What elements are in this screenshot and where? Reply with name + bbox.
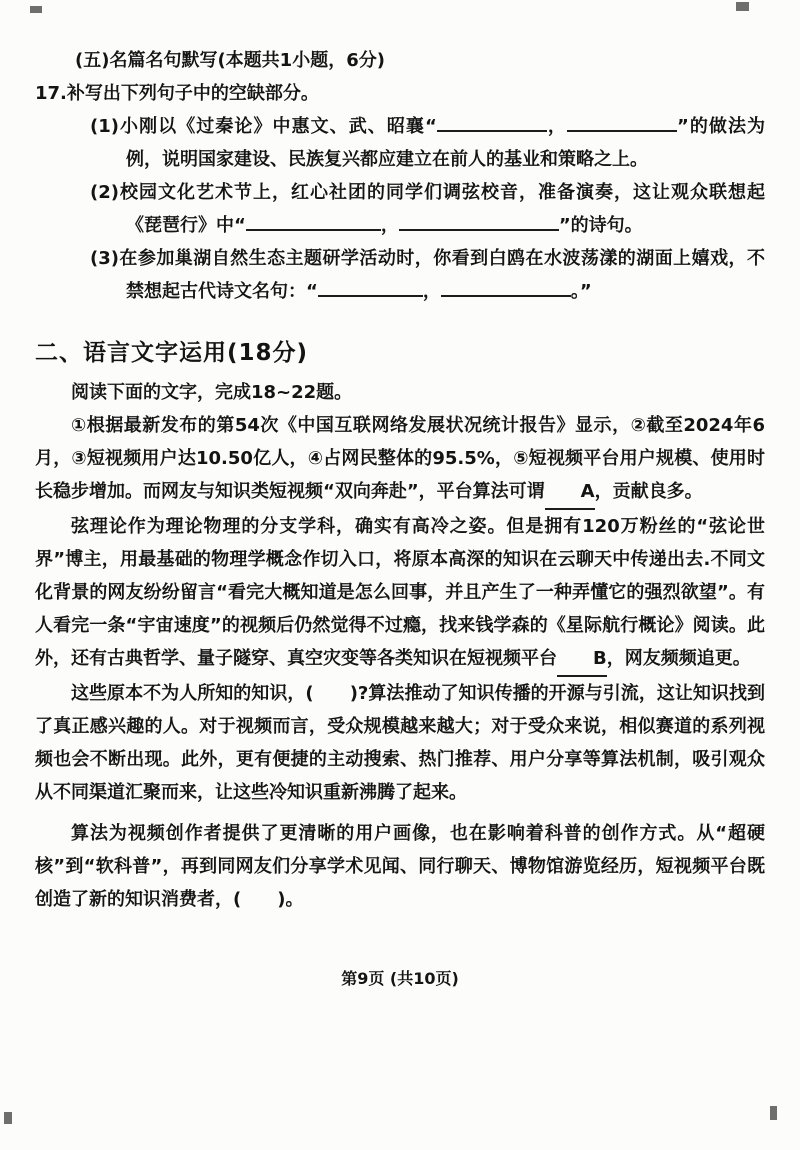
answer-blank — [437, 114, 547, 132]
scan-artifact-top-left — [30, 6, 42, 13]
passage-paragraph-2 — [35, 510, 765, 677]
answer-blank — [399, 213, 559, 231]
passage-paragraph-3: 这些原本不为人所知的知识，( )?算法推动了知识传播的开源与引流，这让知识找到了真正感兴趣的人。对于视频而言，受众规模越来越大；对于受众来说，相似赛道的系列视频也会不断出现。此外，更有便捷的主动搜索、热门推荐、用户分享等算法机制，吸引观众从不同渠道汇聚而来，让这些冷知识重新沸腾了起来。 — [35, 683, 765, 803]
passage-paragraph-1 — [35, 409, 765, 510]
item-3-separator: ， — [422, 281, 441, 302]
paragraph-1-text-pre: ①根据最新发布的第54次《中国互联网络发展状况统计报告》显示，②截至2024年6月，③短视频用户达10.50亿人，④占网民整体的95.5%，⑤短视频平台用户规模、使用时长稳步增加。而网友与知识类短视频“双向奔赴”，平台算法可谓 — [35, 415, 765, 502]
answer-blank — [567, 114, 677, 132]
scan-artifact-bottom-left — [4, 1112, 12, 1124]
item-3-text-pre: (3)在参加巢湖自然生态主题研学活动时，你看到白鸥在水波荡漾的湖面上嬉戏，不禁想起古代诗文名句：“ — [90, 248, 765, 302]
question-17-stem: 17.补写出下列句子中的空缺部分。 — [35, 83, 319, 104]
item-1-separator: ， — [546, 116, 567, 137]
scan-artifact-top-right — [736, 2, 749, 11]
paragraph-2-text-pre: 弦理论作为理论物理的分支学科，确实有高冷之姿。但是拥有120万粉丝的“弦论世界”博主，用最基础的物理学概念作切入口，将原本高深的知识在云聊天中传递出去.不同文化背景的网友纷纷留言“看完大概知道是怎么回事，并且产生了一种弄懂它的强烈欲望”。有人看完一条“宇宙速度”的视频后仍然觉得不过瘾，找来钱学森的《星际航行概论》阅读。此外，还有古典哲学、量子隧穿、真空灾变等各类知识在短视频平台 — [35, 516, 765, 669]
item-2-text-post: ”的诗句。 — [558, 215, 643, 236]
answer-blank-B: B — [557, 642, 607, 677]
section-5-heading: (五)名篇名句默写(本题共1小题，6分) — [75, 50, 385, 71]
answer-blank — [318, 279, 423, 297]
reading-instruction: 阅读下面的文字，完成18~22题。 — [71, 382, 353, 403]
section-2-heading: 二、语言文字运用(18分) — [35, 340, 309, 366]
scan-artifact-bottom-right — [770, 1106, 777, 1120]
answer-blank-A: A — [545, 475, 595, 510]
question-17-item-2 — [90, 176, 765, 242]
item-2-separator: ， — [380, 215, 399, 236]
paragraph-1-text-post: ，贡献良多。 — [594, 481, 703, 502]
item-1-text-post: ”的做法为例，说明国家建设、民族复兴都应建立在前人的基业和策略之上。 — [126, 116, 766, 170]
question-17-item-1 — [90, 110, 765, 176]
answer-blank — [441, 279, 571, 297]
item-3-text-post: 。” — [570, 281, 592, 302]
item-2-text-pre: (2)校园文化艺术节上，红心社团的同学们调弦校音，准备演奏，这让观众联想起《琵琶行》中“ — [90, 182, 765, 236]
item-1-text-pre: (1)小刚以《过秦论》中惠文、武、昭襄“ — [90, 116, 437, 137]
passage-paragraph-4: 算法为视频创作者提供了更清晰的用户画像，也在影响着科普的创作方式。从“超硬核”到“软科普”，再到同网友们分享学术见闻、同行聊天、博物馆游览经历，短视频平台既创造了新的知识消费者，( )。 — [35, 823, 765, 910]
answer-blank — [246, 213, 381, 231]
paragraph-2-text-post: ，网友频频追更。 — [606, 648, 751, 669]
question-17-item-3 — [90, 242, 765, 308]
page-number-footer: 第9页 (共10页) — [341, 969, 459, 988]
